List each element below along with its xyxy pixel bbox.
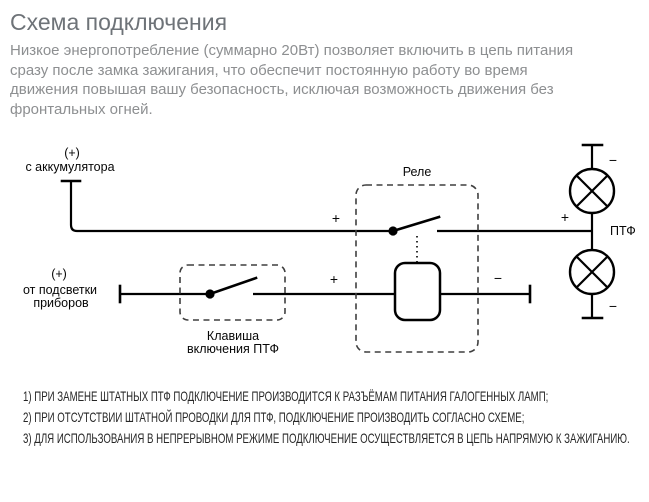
plus-sign-relay-top: +: [331, 210, 341, 226]
footnote-2: 2) ПРИ ОТСУТСТВИИ ШТАТНОЙ ПРОВОДКИ ДЛЯ ПТФ, ПОДКЛЮЧЕНИЕ ПРОИЗВОДИТЬ СОГЛАСНО СХЕМЕ;: [23, 409, 525, 425]
illumination-label-line1: от подсветки: [22, 283, 98, 297]
minus-sign-relay-output: −: [493, 270, 503, 286]
footnote-3: 3) ДЛЯ ИСПОЛЬЗОВАНИЯ В НЕПРЕРЫВНОМ РЕЖИМЕ ПОДКЛЮЧЕНИЕ ОСУЩЕСТВЛЯЕТСЯ В ЦЕПЬ НАПРЯМУЮ К ЗАЖИГАНИЮ.: [23, 430, 630, 446]
page-title: Схема подключения: [10, 9, 228, 35]
switch-label-line1: Клавиша: [206, 329, 260, 343]
plus-sign-lamps: +: [560, 209, 570, 225]
illumination-label-line2: приборов: [33, 296, 89, 310]
wiring-diagram-canvas: [0, 140, 649, 380]
relay-contact-blade: [393, 217, 439, 231]
minus-sign-lamp-top: −: [608, 152, 618, 168]
footnote-1: 1) ПРИ ЗАМЕНЕ ШТАТНЫХ ПТФ ПОДКЛЮЧЕНИЕ ПРОИЗВОДИТСЯ К РАЗЪЁМАМ ПИТАНИЯ ГАЛОГЕННЫХ ЛАМП;: [23, 388, 549, 404]
plus-sign-relay-bottom: +: [329, 271, 339, 287]
relay-coil-box: [395, 263, 440, 320]
battery-label: с аккумулятора: [25, 160, 115, 174]
battery-plus-label: (+): [64, 146, 80, 160]
footnotes: [23, 386, 630, 449]
illumination-plus-label: (+): [51, 267, 67, 281]
switch-blade: [210, 278, 256, 294]
switch-dashed-box: [180, 265, 285, 320]
lamps-label: ПТФ: [610, 224, 636, 238]
relay-label: Реле: [402, 165, 432, 179]
intro-paragraph: Низкое энергопотребление (суммарно 20Вт) позволяет включить в цепь питания сразу после замка зажигания, что обеспечит постоянную работу во время движения повышая вашу безопасность, исключая возможность движения без фронтальных огней.: [10, 42, 574, 118]
minus-sign-lamp-bottom: −: [608, 298, 618, 314]
wiring-diagram: [0, 140, 649, 380]
switch-label-line2: включения ПТФ: [187, 342, 279, 356]
battery-feed-wire: [71, 181, 391, 231]
